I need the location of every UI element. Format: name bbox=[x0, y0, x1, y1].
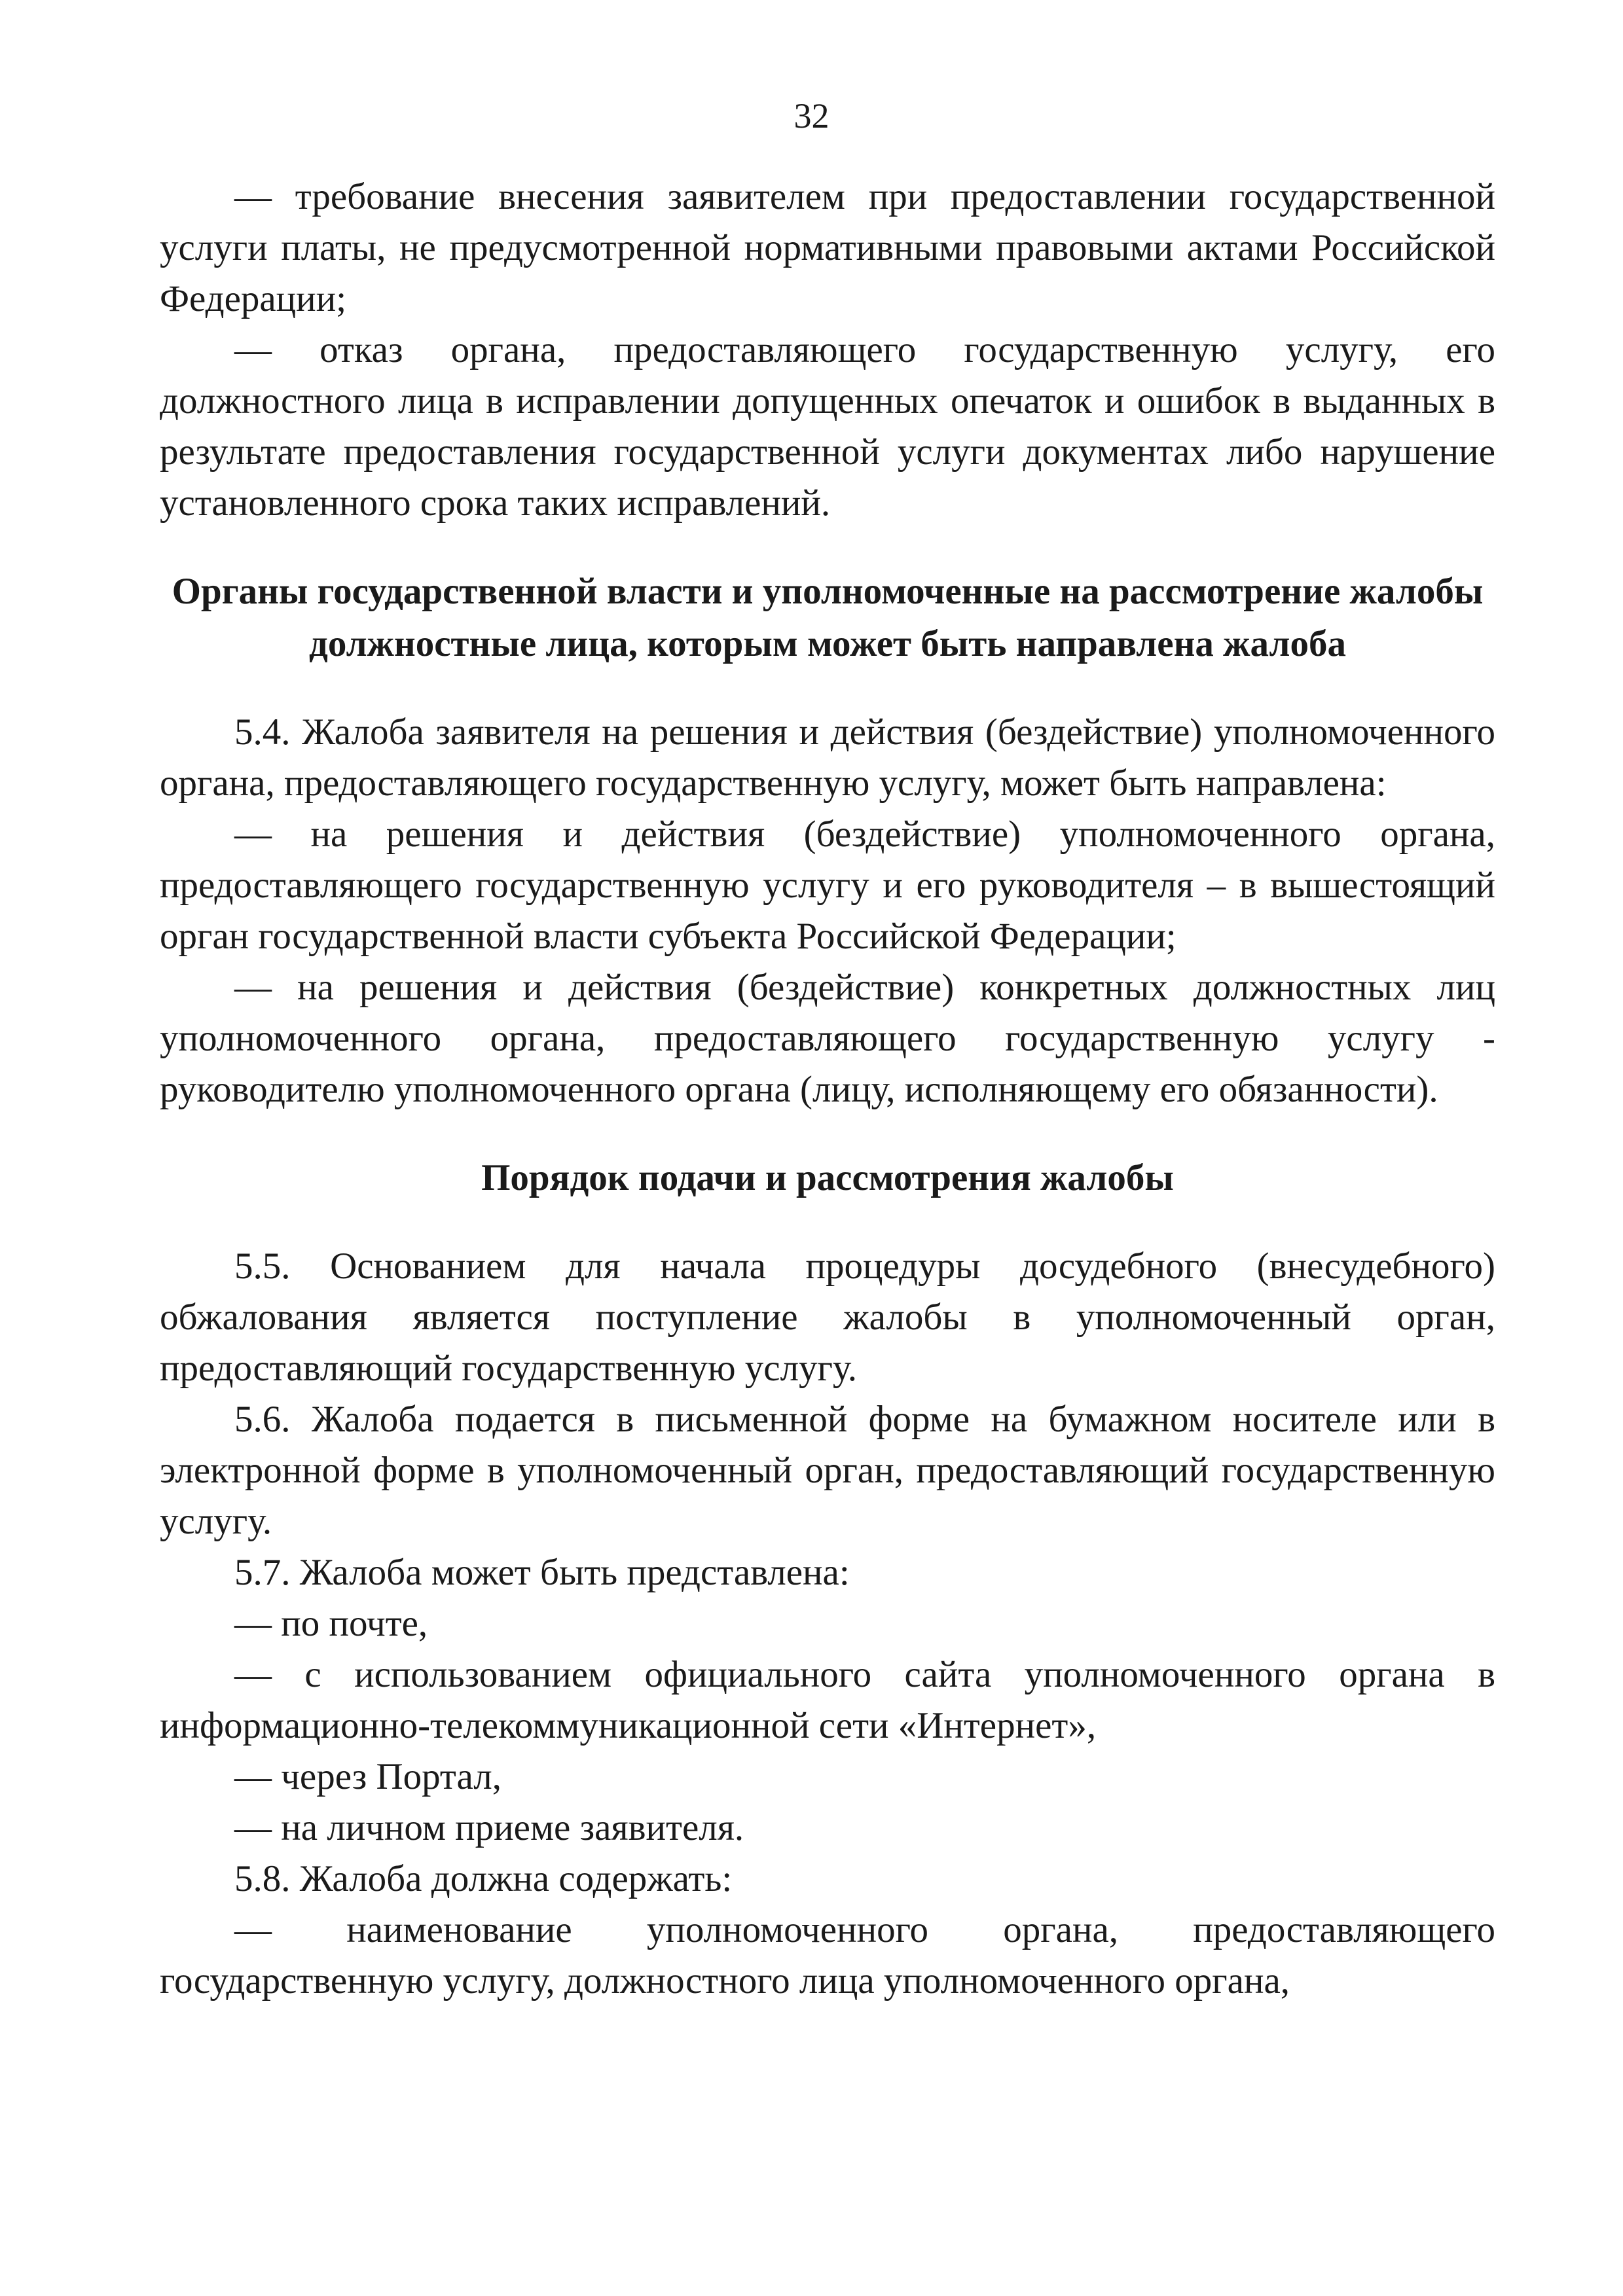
paragraph-5-7-item-portal: — через Портал, bbox=[234, 1756, 501, 1797]
document-body bbox=[160, 171, 1495, 2007]
paragraph-fee-requirement: — требование внесения заявителем при предоставлении государственной услуги платы, не предусмотренной нормативными правовыми актами Российской Федерации; bbox=[160, 176, 1495, 319]
section-heading-procedure: Порядок подачи и рассмотрения жалобы bbox=[481, 1157, 1174, 1198]
paragraph-5-6: 5.6. Жалоба подается в письменной форме на бумажном носителе или в электронной форме в уполномоченный орган, предоставляющий государственную услугу. bbox=[160, 1399, 1495, 1542]
paragraph-5-7-item-personal: — на личном приеме заявителя. bbox=[234, 1807, 744, 1848]
paragraph-refusal-correction: — отказ органа, предоставляющего государственную услугу, его должностного лица в исправлении допущенных опечаток и ошибок в выданных в результате предоставления государственной услуги документах либо нарушение установленного срока таких исправлений. bbox=[160, 329, 1495, 524]
paragraph-5-4-item-2: — на решения и действия (бездействие) конкретных должностных лиц уполномоченного органа, предоставляющего государственную услугу - руководителю уполномоченного органа (лицу, исполняющему его обязанности). bbox=[160, 967, 1495, 1110]
page-number: 32 bbox=[793, 96, 830, 135]
paragraph-5-8-item-name: — наименование уполномоченного органа, предоставляющего государственную услугу, должностного лица уполномоченного органа, bbox=[160, 1909, 1495, 2001]
paragraph-5-8: 5.8. Жалоба должна содержать: bbox=[234, 1858, 733, 1899]
paragraph-5-7-item-website: — с использованием официального сайта уполномоченного органа в информационно-телекоммуникационной сети «Интернет», bbox=[160, 1654, 1495, 1746]
paragraph-5-7: 5.7. Жалоба может быть представлена: bbox=[234, 1552, 850, 1593]
paragraph-5-7-item-mail: — по почте, bbox=[234, 1603, 428, 1644]
section-heading-authorities: Органы государственной власти и уполномоченные на рассмотрение жалобы должностные лица, которым может быть направлена жалоба bbox=[172, 571, 1484, 664]
paragraph-5-4: 5.4. Жалоба заявителя на решения и действия (бездействие) уполномоченного органа, предоставляющего государственную услугу, может быть направлена: bbox=[160, 711, 1495, 804]
paragraph-5-4-item-1: — на решения и действия (бездействие) уполномоченного органа, предоставляющего государственную услугу и его руководителя – в вышестоящий орган государственной власти субъекта Российской Федерации; bbox=[160, 814, 1495, 957]
paragraph-5-5: 5.5. Основанием для начала процедуры досудебного (внесудебного) обжалования является поступление жалобы в уполномоченный орган, предоставляющий государственную услугу. bbox=[160, 1246, 1495, 1389]
